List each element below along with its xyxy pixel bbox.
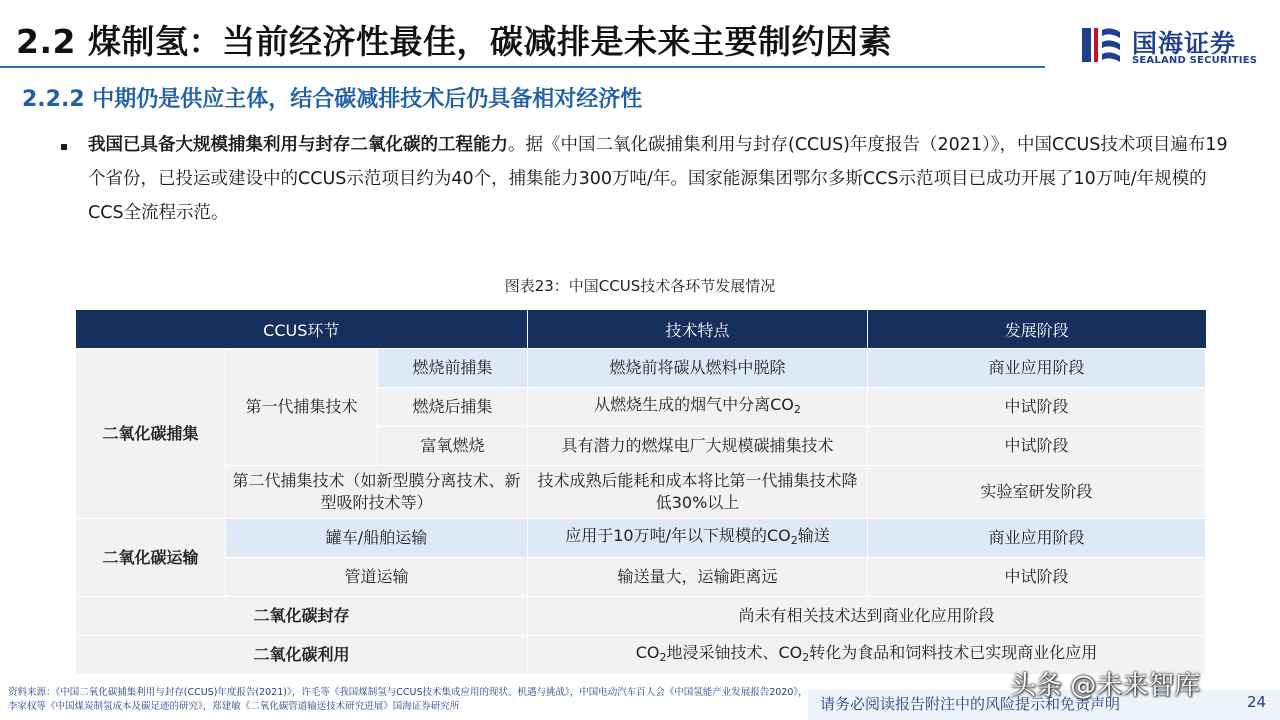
cell-post-name: 燃烧后捕集 xyxy=(378,388,528,427)
cell-tanker-stage: 商业应用阶段 xyxy=(868,519,1206,558)
cell-storage-text: 尚未有相关技术达到商业化应用阶段 xyxy=(528,597,1206,636)
cell-pre-feature: 燃烧前将碳从燃料中脱除 xyxy=(528,349,868,388)
cell-storage-label: 二氧化碳封存 xyxy=(76,597,528,636)
cell-post-feature: 从燃烧生成的烟气中分离$CO_2$ xyxy=(528,388,868,427)
cell-oxy-feature: 具有潜力的燃煤电厂大规模碳捕集技术 xyxy=(528,427,868,466)
cell-transport-label: 二氧化碳运输 xyxy=(76,519,226,597)
cell-pre-name: 燃烧前捕集 xyxy=(378,349,528,388)
logo-english-name: SEALAND SECURITIES xyxy=(1132,55,1258,66)
cell-tanker-name: 罐车/船舶运输 xyxy=(226,519,528,558)
table-row xyxy=(76,349,1206,388)
page-number: 24 xyxy=(1247,693,1267,711)
cell-utilization-text: $CO_2$地浸采铀技术、$CO_2$转化为食品和饲料技术已实现商业化应用 xyxy=(528,636,1206,675)
cell-pre-stage: 商业应用阶段 xyxy=(868,349,1206,388)
cell-capture-label: 二氧化碳捕集 xyxy=(76,349,226,519)
header-ccus-stage: CCUS环节 xyxy=(76,310,528,349)
logo-chinese-name: 国海证券 xyxy=(1132,29,1237,58)
cell-pipeline-feature: 输送量大，运输距离远 xyxy=(528,558,868,597)
ccus-table xyxy=(75,310,1206,675)
cell-gen1-label: 第一代捕集技术 xyxy=(226,349,378,466)
cell-utilization-label: 二氧化碳利用 xyxy=(76,636,528,675)
cell-oxy-stage: 中试阶段 xyxy=(868,427,1206,466)
figure-caption: 图表23：中国CCUS技术各环节发展情况 xyxy=(504,277,776,295)
table-row xyxy=(76,597,1206,636)
cell-pipeline-name: 管道运输 xyxy=(226,558,528,597)
title-divider xyxy=(0,66,1045,68)
cell-post-stage: 中试阶段 xyxy=(868,388,1206,427)
table-row xyxy=(76,519,1206,558)
cell-gen2-name: 第二代捕集技术（如新型膜分离技术、新型吸附技术等） xyxy=(226,466,528,519)
cell-tanker-feature: 应用于10万吨/年以下规模的$CO_2$输送 xyxy=(528,519,868,558)
footer-sources: 资料来源：《中国二氧化碳捕集利用与封存(CCUS)年度报告(2021)》，许毛等《我国煤制氢与CCUS技术集成应用的现状、机遇与挑战》，中国电动汽车百人会《中国氢能产业发展报告2020》，李家权等《中国煤炭制氢成本及碳足迹的研究》，郑建敏《二氧化碳管道输送技术研究进展》国海证券研究所 xyxy=(8,687,808,712)
page-title: 2.2 煤制氢：当前经济性最佳，碳减排是未来主要制约因素 xyxy=(16,22,892,61)
cell-gen2-feature: 技术成熟后能耗和成本将比第一代捕集技术降低30%以上 xyxy=(528,466,868,519)
table-row xyxy=(76,558,1206,597)
cell-pipeline-stage: 中试阶段 xyxy=(868,558,1206,597)
body-paragraph xyxy=(88,128,1228,230)
lead-rest-text: 。据《中国二氧化碳捕集利用与封存(CCUS)年度报告（2021）》，中国CCUS技术项目遍布19个省份，已投运或建设中的CCUS示范项目约为40个，捕集能力300万吨/年。国家能源集团鄂尔多斯CCS示范项目已成功开展了10万吨/年规模的CCS全流程示范。 xyxy=(88,135,1228,223)
cell-oxy-name: 富氧燃烧 xyxy=(378,427,528,466)
lead-bold-text: 我国已具备大规模捕集利用与封存二氧化碳的工程能力 xyxy=(88,135,508,155)
header-dev-stage: 发展阶段 xyxy=(868,310,1206,349)
sealand-logo-icon xyxy=(1080,24,1124,66)
section-subtitle: 2.2.2 中期仍是供应主体，结合碳减排技术后仍具备相对经济性 xyxy=(22,87,643,112)
table-row xyxy=(76,466,1206,519)
cell-gen2-stage: 实验室研发阶段 xyxy=(868,466,1206,519)
watermark: 头条 @未来智库 xyxy=(1010,671,1201,701)
company-logo xyxy=(1080,22,1270,72)
table-header-row xyxy=(76,310,1206,349)
header-tech-feature: 技术特点 xyxy=(528,310,868,349)
bullet-square-icon xyxy=(61,144,67,150)
footer-disclaimer: 请务必阅读报告附注中的风险提示和免责声明 xyxy=(820,695,1121,713)
